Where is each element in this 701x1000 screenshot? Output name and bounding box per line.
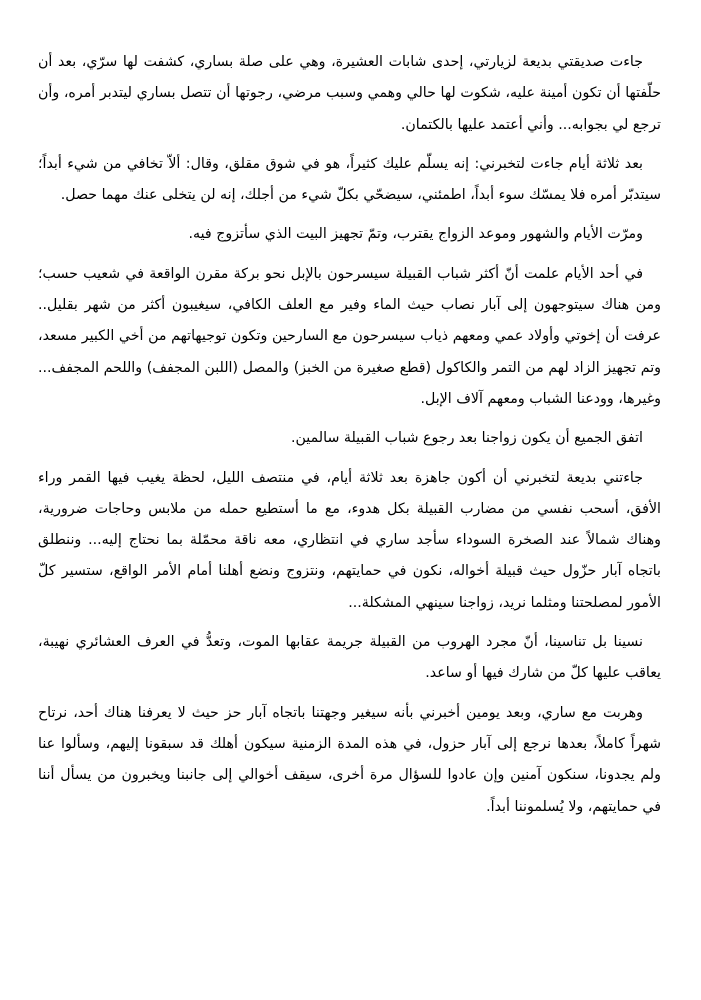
- paragraph: اتفق الجميع أن يكون زواجنا بعد رجوع شباب القبيلة سالمين.: [291, 430, 643, 447]
- paragraph: جاءت صديقتي بديعة لزيارتي، إحدى شابات العشيرة، وهي على صلة بساري، كشفت لها سرّي، بعد أن حلّفتها أن تكون أمينة عليه، شكوت لها حالي وهمي وسبب مرضي، رجوتها أن تتصل بساري ليتدبر أمره، وأن ترجع لي بجوابه... وأني أعتمد عليها بالكتمان.: [38, 54, 661, 133]
- paragraph: جاءتني بديعة لتخبرني أن أكون جاهزة بعد ثلاثة أيام، في منتصف الليل، لحظة يغيب فيها القمر وراء الأفق، أسحب نفسي من مضارب القبيلة بكل هدوء، مع ما أستطيع حمله من ملابس وحاجات ضرورية، وهناك شمالاً عند الصخرة السوداء سأجد ساري في انتظاري، معه ناقة محمّلة بما نحتاج إليه... وننطلق باتجاه آبار حزّول حيث قبيلة أخواله، نكون في حمايتهم، ونتزوج ونضع أهلنا أمام الأمر الواقع، ستسير كلّ الأمور لمصلحتنا ومثلما نريد، زواجنا سينهي المشكلة...: [38, 469, 661, 611]
- paragraph: بعد ثلاثة أيام جاءت لتخبرني: إنه يسلّم عليك كثيراً، هو في شوق مقلق، وقال: ألاّ تخافي من شيء أبداً؛ سيتدبّر أمره فلا يمسّك سوء أبداً، اطمئني، سيضحّي بكلّ شيء من أجلك، إنه لن يتخلى عنك مهما حصل.: [38, 155, 661, 204]
- paragraph: في أحد الأيام علمت أنّ أكثر شباب القبيلة سيسرحون بالإبل نحو بركة مقرن الواقعة في شعيب حسب؛ ومن هناك سيتوجهون إلى آبار نصاب حيث الماء وفير مع العلف الكافي، سيغيبون أكثر من شهر بقليل.. عرفت أن إخوتي وأولاد عمي ومعهم ذياب سيسرحون مع السارحين وتكون توجيهاتهم من أخي الكبير مسعد، وتم تجهيز الزاد لهم من التمر والكاكول (قطع صغيرة من الخبز) والمصل (اللبن المجفف) واللحم المجفف... وغيرها، وودعنا الشباب ومعهم آلاف الإبل.: [38, 265, 661, 407]
- paragraph: ومرّت الأيام والشهور وموعد الزواج يقترب، وتمّ تجهيز البيت الذي سأتزوج فيه.: [188, 226, 643, 243]
- document-page: [38, 47, 661, 831]
- paragraph: وهربت مع ساري، وبعد يومين أخبرني بأنه سيغير وجهتنا باتجاه آبار حز حيث لا يعرفنا هناك أحد، نرتاح شهراً كاملاً، بعدها نرجع إلى آبار حزول، في هذه المدة الزمنية سيكون أهلك قد سبقونا إليهم، وسألوا عنا ولم يجدونا، سنكون آمنين وإن عادوا للسؤال مرة أخرى، سيقف أخوالي إلى جانبنا ويخبرون من يسأل أننا في حمايتهم، ولا يُسلموننا أبداً.: [38, 704, 661, 815]
- paragraph: نسينا بل تناسينا، أنّ مجرد الهروب من القبيلة جريمة عقابها الموت، وتعدُّ في العرف العشائري نهيبة، يعاقب عليها كلّ من شارك فيها أو ساعد.: [38, 634, 661, 682]
